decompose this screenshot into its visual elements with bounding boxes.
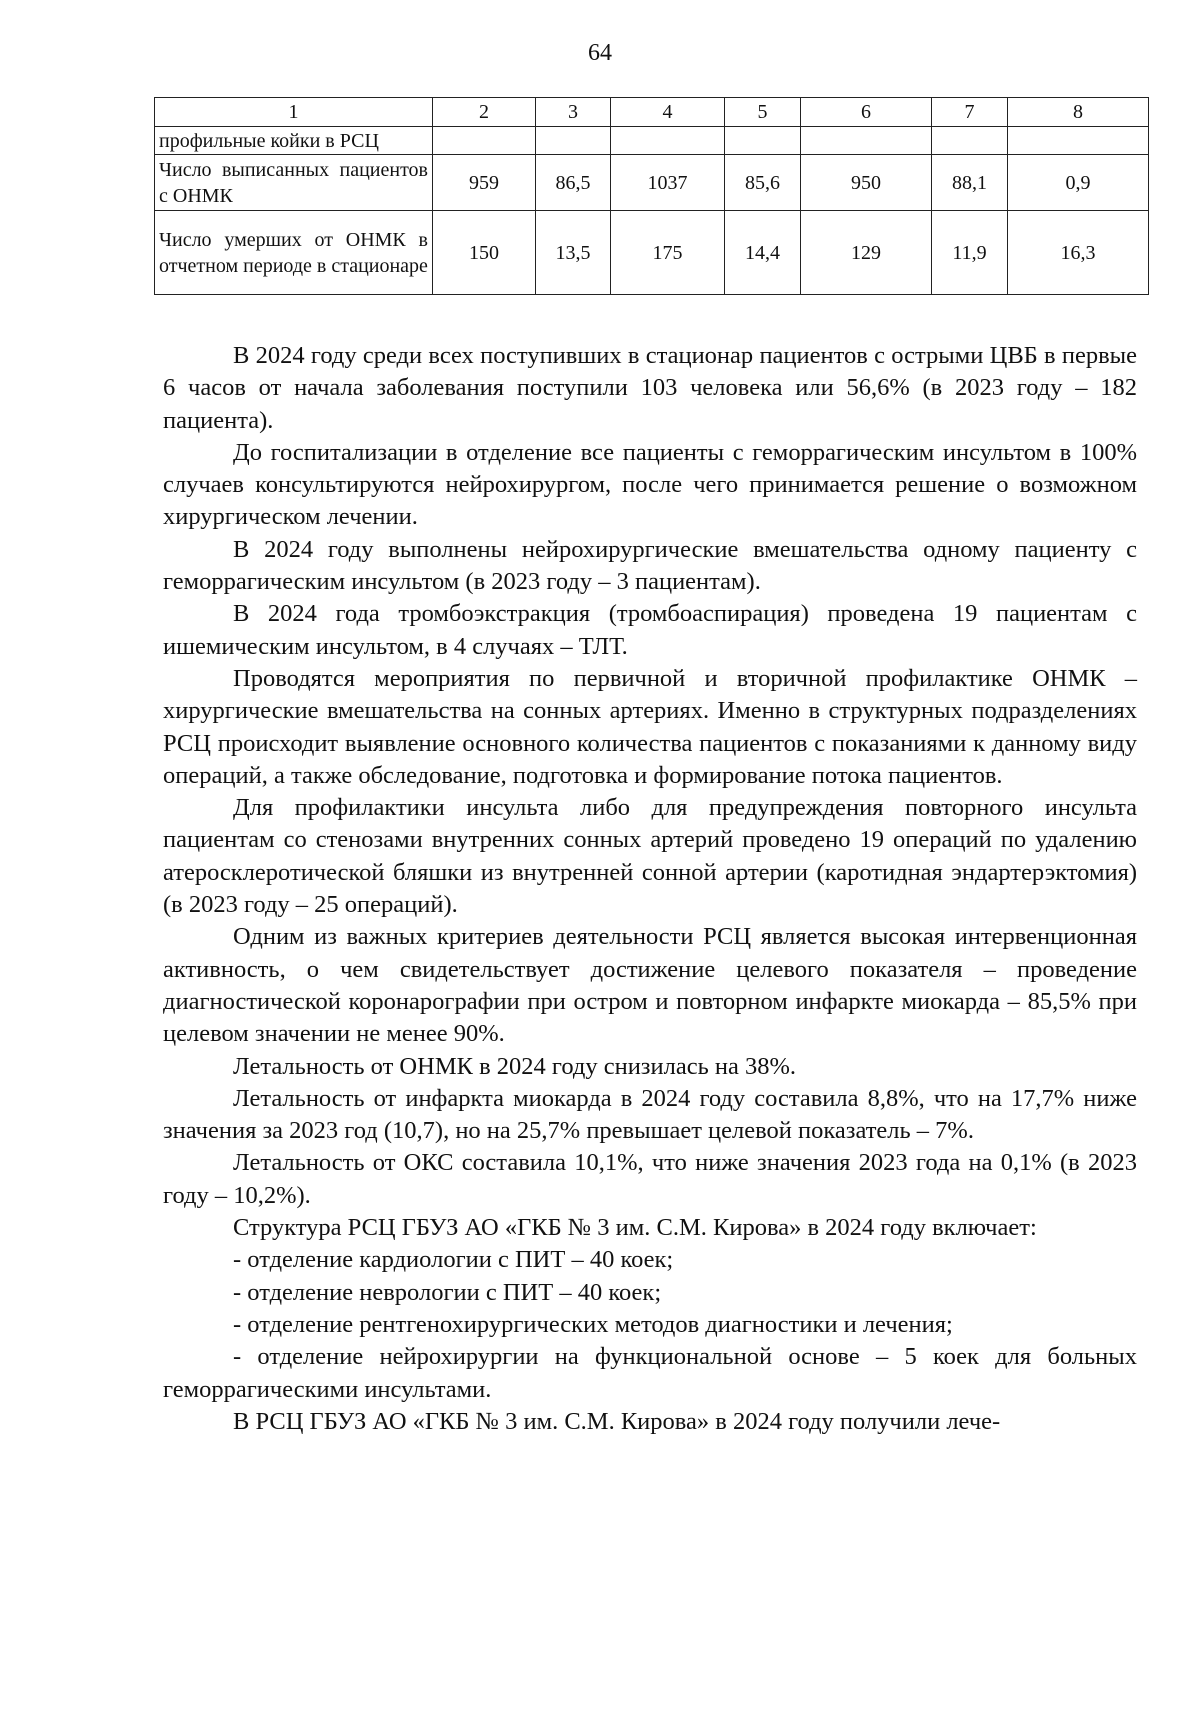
table-cell (725, 127, 801, 155)
table-cell (1008, 127, 1149, 155)
list-item: - отделение рентгенохирургических методов диагностики и лечения; (233, 1310, 953, 1338)
table-cell: 175 (611, 211, 725, 295)
table-cell (932, 127, 1008, 155)
paragraph: Летальность от инфаркта миокарда в 2024 году составила 8,8%, что на 17,7% ниже значения за 2023 год (10,7), но на 25,7% превышает целевой показатель – 7%. (163, 1084, 1137, 1145)
table-header-row (155, 98, 1149, 127)
table-header-cell: 3 (536, 98, 611, 127)
paragraph: Летальность от ОНМК в 2024 году снизилась на 38%. (233, 1052, 797, 1080)
paragraph: Проводятся мероприятия по первичной и вторичной профилактике ОНМК – хирургические вмешательства на сонных артериях. Именно в структурных подразделениях РСЦ происходит выявление основного количества пациентов с показаниями к данному виду операций, а также обследование, подготовка и формирование потока пациентов. (163, 664, 1137, 789)
paragraph: В 2024 году среди всех поступивших в стационар пациентов с острыми ЦВБ в первые 6 часов от начала заболевания поступили 103 человека или 56,6% (в 2023 году – 182 пациента). (163, 342, 1137, 434)
paragraph: Летальность от ОКС составила 10,1%, что ниже значения 2023 года на 0,1% (в 2023 году – 10,2%). (163, 1149, 1137, 1209)
table-cell: 14,4 (725, 211, 801, 295)
table-row (155, 155, 1149, 211)
table-cell: 11,9 (932, 211, 1008, 295)
paragraph: Структура РСЦ ГБУЗ АО «ГКБ № 3 им. С.М. Кирова» в 2024 году включает: (233, 1214, 1037, 1242)
table-cell: 150 (433, 211, 536, 295)
row-label: Число умерших от ОНМК в отчетном периоде в стационаре (155, 211, 433, 295)
table-header-cell: 4 (611, 98, 725, 127)
table-cell: 129 (801, 211, 932, 295)
paragraph: В 2024 году выполнены нейрохирургические вмешательства одному пациенту с геморрагическим инсультом (в 2023 году – 3 пациентам). (163, 535, 1137, 596)
table-cell: 16,3 (1008, 211, 1149, 295)
table-header-cell: 2 (433, 98, 536, 127)
table-cell: 86,5 (536, 155, 611, 211)
table-cell (433, 127, 536, 155)
table-header-cell: 7 (932, 98, 1008, 127)
table-header-cell: 8 (1008, 98, 1149, 127)
list-item: - отделение нейрохирургии на функциональной основе – 5 коек для больных геморрагическими инсультами. (163, 1343, 1137, 1403)
paragraph: До госпитализации в отделение все пациенты с геморрагическим инсультом в 100% случаев консультируются нейрохирургом, после чего принимается решение о возможном хирургическом лечении. (163, 438, 1137, 531)
table-cell: 85,6 (725, 155, 801, 211)
table-cell (801, 127, 932, 155)
statistics-table (154, 97, 1149, 295)
table-header-cell: 6 (801, 98, 932, 127)
table-cell: 13,5 (536, 211, 611, 295)
list-item: - отделение кардиологии с ПИТ – 40 коек; (233, 1246, 674, 1274)
table-row (155, 127, 1149, 155)
paragraph: В 2024 года тромбоэкстракция (тромбоаспирация) проведена 19 пациентам с ишемическим инсультом, в 4 случаях – ТЛТ. (163, 600, 1137, 660)
table-cell: 950 (801, 155, 932, 211)
row-label: Число выписанных пациентов с ОНМК (155, 155, 433, 211)
table-row (155, 211, 1149, 295)
row-label: профильные койки в РСЦ (155, 127, 433, 155)
table-cell (611, 127, 725, 155)
table-header-cell: 5 (725, 98, 801, 127)
table-cell: 959 (433, 155, 536, 211)
document-body (163, 340, 1137, 1438)
table-cell: 88,1 (932, 155, 1008, 211)
list-item: - отделение неврологии с ПИТ – 40 коек; (233, 1278, 662, 1306)
table-cell: 0,9 (1008, 155, 1149, 211)
paragraph: Для профилактики инсульта либо для предупреждения повторного инсульта пациентам со стенозами внутренних сонных артерий проведено 19 операций по удалению атеросклеротической бляшки из внутренней сонной артерии (каротидная эндартерэктомия) (в 2023 году – 25 операций). (163, 794, 1137, 919)
paragraph: Одним из важных критериев деятельности РСЦ является высокая интервенционная активность, о чем свидетельствует достижение целевого показателя – проведение диагностической коронарографии при остром и повторном инфаркте миокарда – 85,5% при целевом значении не менее 90%. (163, 923, 1137, 1048)
table-cell: 1037 (611, 155, 725, 211)
table-header-cell: 1 (155, 98, 433, 127)
paragraph: В РСЦ ГБУЗ АО «ГКБ № 3 им. С.М. Кирова» в 2024 году получили лече- (233, 1407, 1001, 1435)
page-number: 64 (588, 40, 612, 66)
table-cell (536, 127, 611, 155)
